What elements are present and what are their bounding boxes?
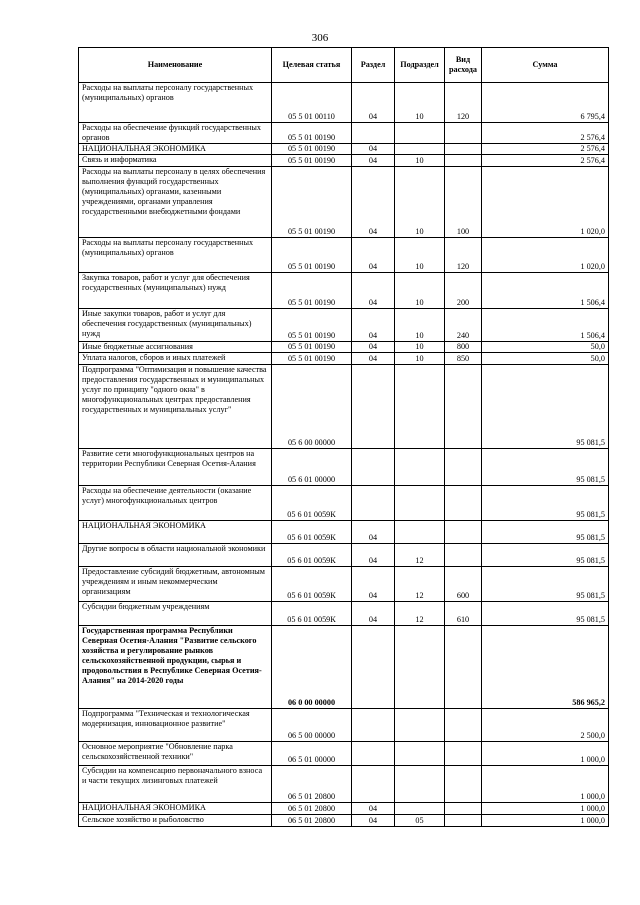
row-sum-cell: 2 500,0 xyxy=(482,709,609,742)
row-name-cell: Подпрограмма "Техническая и технологическая модернизация, инновационное развитие" xyxy=(79,709,272,742)
row-sum-cell: 50,0 xyxy=(482,353,609,365)
row-target-article-cell: 06 5 01 20800 xyxy=(272,815,352,827)
row-subsection-cell: 12 xyxy=(395,544,445,567)
row-subsection-cell xyxy=(395,709,445,742)
row-subsection-cell xyxy=(395,766,445,803)
table-row xyxy=(79,144,609,155)
row-name-cell: Подпрограмма "Оптимизация и повышение качества предоставления государственных и муниципальных услуг по принципу "одного окна" в многофункциональных центрах предоставления государственных и муниципальных услуг" xyxy=(79,365,272,449)
row-expense-type-cell: 800 xyxy=(445,342,482,353)
row-section-cell: 04 xyxy=(352,167,395,238)
row-subsection-cell xyxy=(395,486,445,521)
row-section-cell xyxy=(352,123,395,144)
budget-table xyxy=(78,47,609,827)
row-target-article-cell: 05 5 01 00190 xyxy=(272,123,352,144)
row-section-cell: 04 xyxy=(352,602,395,626)
row-subsection-cell xyxy=(395,144,445,155)
row-sum-cell: 1 000,0 xyxy=(482,815,609,827)
row-subsection-cell: 10 xyxy=(395,83,445,123)
row-expense-type-cell xyxy=(445,449,482,486)
row-target-article-cell: 05 5 01 00190 xyxy=(272,155,352,167)
row-sum-cell: 95 081,5 xyxy=(482,486,609,521)
row-subsection-cell: 10 xyxy=(395,353,445,365)
row-sum-cell: 1 506,4 xyxy=(482,309,609,342)
row-expense-type-cell xyxy=(445,766,482,803)
column-header-section: Раздел xyxy=(352,48,395,83)
row-sum-cell: 1 020,0 xyxy=(482,238,609,273)
row-target-article-cell: 06 0 00 00000 xyxy=(272,626,352,709)
row-section-cell: 04 xyxy=(352,83,395,123)
row-sum-cell: 586 965,2 xyxy=(482,626,609,709)
row-expense-type-cell xyxy=(445,123,482,144)
row-section-cell xyxy=(352,626,395,709)
row-target-article-cell: 05 5 01 00190 xyxy=(272,238,352,273)
row-target-article-cell: 05 6 01 0059К xyxy=(272,486,352,521)
row-sum-cell: 2 576,4 xyxy=(482,155,609,167)
table-row xyxy=(79,521,609,544)
row-expense-type-cell xyxy=(445,709,482,742)
row-target-article-cell: 05 5 01 00110 xyxy=(272,83,352,123)
row-name-cell: Другие вопросы в области национальной экономики xyxy=(79,544,272,567)
row-sum-cell: 1 020,0 xyxy=(482,167,609,238)
row-subsection-cell: 10 xyxy=(395,238,445,273)
row-sum-cell: 1 000,0 xyxy=(482,766,609,803)
row-target-article-cell: 05 5 01 00190 xyxy=(272,144,352,155)
row-section-cell: 04 xyxy=(352,273,395,309)
row-subsection-cell xyxy=(395,742,445,766)
table-row xyxy=(79,238,609,273)
row-section-cell xyxy=(352,742,395,766)
table-row xyxy=(79,815,609,827)
row-section-cell: 04 xyxy=(352,567,395,602)
row-sum-cell: 95 081,5 xyxy=(482,567,609,602)
row-expense-type-cell xyxy=(445,626,482,709)
row-section-cell: 04 xyxy=(352,544,395,567)
row-expense-type-cell: 200 xyxy=(445,273,482,309)
row-expense-type-cell: 600 xyxy=(445,567,482,602)
row-subsection-cell xyxy=(395,521,445,544)
row-section-cell: 04 xyxy=(352,238,395,273)
row-name-cell: Расходы на обеспечение деятельности (оказание услуг) многофункциональных центров xyxy=(79,486,272,521)
row-target-article-cell: 05 6 01 0059К xyxy=(272,602,352,626)
row-name-cell: Расходы на выплаты персоналу государственных (муниципальных) органов xyxy=(79,238,272,273)
table-row xyxy=(79,766,609,803)
row-subsection-cell xyxy=(395,123,445,144)
table-row xyxy=(79,123,609,144)
row-expense-type-cell xyxy=(445,521,482,544)
row-sum-cell: 95 081,5 xyxy=(482,544,609,567)
page-number: 306 xyxy=(311,32,329,44)
row-sum-cell: 6 795,4 xyxy=(482,83,609,123)
row-name-cell: Сельское хозяйство и рыболовство xyxy=(79,815,272,827)
row-target-article-cell: 05 5 01 00190 xyxy=(272,273,352,309)
row-section-cell: 04 xyxy=(352,309,395,342)
row-name-cell: НАЦИОНАЛЬНАЯ ЭКОНОМИКА xyxy=(79,803,272,815)
row-sum-cell: 1 000,0 xyxy=(482,803,609,815)
row-sum-cell: 1 000,0 xyxy=(482,742,609,766)
table-row xyxy=(79,602,609,626)
column-header-subsection: Подраздел xyxy=(395,48,445,83)
header-row xyxy=(79,48,609,83)
row-section-cell xyxy=(352,449,395,486)
row-section-cell xyxy=(352,486,395,521)
row-target-article-cell: 05 6 01 0059К xyxy=(272,567,352,602)
table-row xyxy=(79,309,609,342)
row-expense-type-cell: 240 xyxy=(445,309,482,342)
row-name-cell: Иные закупки товаров, работ и услуг для обеспечения государственных (муниципальных) нужд xyxy=(79,309,272,342)
table-row xyxy=(79,544,609,567)
row-subsection-cell: 10 xyxy=(395,342,445,353)
row-name-cell: Закупка товаров, работ и услуг для обеспечения государственных (муниципальных) нужд xyxy=(79,273,272,309)
row-expense-type-cell xyxy=(445,742,482,766)
row-subsection-cell: 10 xyxy=(395,273,445,309)
row-name-cell: Субсидии на компенсацию первоначального взноса и части текущих лизинговых платежей xyxy=(79,766,272,803)
row-section-cell: 04 xyxy=(352,342,395,353)
row-target-article-cell: 06 5 01 20800 xyxy=(272,803,352,815)
row-sum-cell: 2 576,4 xyxy=(482,123,609,144)
row-target-article-cell: 05 5 01 00190 xyxy=(272,167,352,238)
table-row xyxy=(79,449,609,486)
row-section-cell: 04 xyxy=(352,521,395,544)
row-sum-cell: 95 081,5 xyxy=(482,365,609,449)
row-expense-type-cell xyxy=(445,365,482,449)
table-row xyxy=(79,567,609,602)
row-section-cell xyxy=(352,709,395,742)
row-sum-cell: 95 081,5 xyxy=(482,521,609,544)
row-subsection-cell: 10 xyxy=(395,309,445,342)
table-row xyxy=(79,803,609,815)
table-row xyxy=(79,167,609,238)
row-sum-cell: 95 081,5 xyxy=(482,602,609,626)
row-expense-type-cell: 850 xyxy=(445,353,482,365)
row-expense-type-cell xyxy=(445,815,482,827)
column-header-name: Наименование xyxy=(79,48,272,83)
row-name-cell: Развитие сети многофункциональных центров на территории Республики Северная Осетия-Алания xyxy=(79,449,272,486)
row-section-cell: 04 xyxy=(352,803,395,815)
row-name-cell: НАЦИОНАЛЬНАЯ ЭКОНОМИКА xyxy=(79,144,272,155)
row-subsection-cell: 12 xyxy=(395,602,445,626)
row-sum-cell: 1 506,4 xyxy=(482,273,609,309)
row-name-cell: Расходы на выплаты персоналу государственных (муниципальных) органов xyxy=(79,83,272,123)
row-subsection-cell: 05 xyxy=(395,815,445,827)
row-section-cell: 04 xyxy=(352,155,395,167)
column-header-expense-type: Вид расхода xyxy=(445,48,482,83)
row-expense-type-cell: 610 xyxy=(445,602,482,626)
row-target-article-cell: 05 6 01 0059К xyxy=(272,521,352,544)
row-expense-type-cell: 120 xyxy=(445,83,482,123)
row-subsection-cell: 10 xyxy=(395,167,445,238)
table-row xyxy=(79,486,609,521)
row-expense-type-cell xyxy=(445,144,482,155)
row-target-article-cell: 05 5 01 00190 xyxy=(272,353,352,365)
row-target-article-cell: 06 5 01 20800 xyxy=(272,766,352,803)
row-expense-type-cell: 120 xyxy=(445,238,482,273)
row-target-article-cell: 05 6 01 00000 xyxy=(272,449,352,486)
row-expense-type-cell xyxy=(445,803,482,815)
row-subsection-cell xyxy=(395,803,445,815)
table-body xyxy=(79,83,609,827)
row-name-cell: НАЦИОНАЛЬНАЯ ЭКОНОМИКА xyxy=(79,521,272,544)
table-row xyxy=(79,83,609,123)
row-subsection-cell: 12 xyxy=(395,567,445,602)
row-section-cell xyxy=(352,365,395,449)
row-name-cell: Субсидии бюджетным учреждениям xyxy=(79,602,272,626)
table-header xyxy=(79,48,609,83)
row-section-cell xyxy=(352,766,395,803)
row-expense-type-cell xyxy=(445,155,482,167)
row-subsection-cell xyxy=(395,626,445,709)
row-target-article-cell: 05 5 01 00190 xyxy=(272,309,352,342)
row-section-cell: 04 xyxy=(352,144,395,155)
table-row xyxy=(79,365,609,449)
row-sum-cell: 95 081,5 xyxy=(482,449,609,486)
row-sum-cell: 2 576,4 xyxy=(482,144,609,155)
row-target-article-cell: 05 6 00 00000 xyxy=(272,365,352,449)
table-row xyxy=(79,353,609,365)
row-target-article-cell: 05 5 01 00190 xyxy=(272,342,352,353)
row-name-cell: Расходы на обеспечение функций государственных органов xyxy=(79,123,272,144)
table-row xyxy=(79,742,609,766)
row-subsection-cell: 10 xyxy=(395,155,445,167)
row-target-article-cell: 06 5 01 00000 xyxy=(272,742,352,766)
row-subsection-cell xyxy=(395,449,445,486)
row-section-cell: 04 xyxy=(352,353,395,365)
row-sum-cell: 50,0 xyxy=(482,342,609,353)
row-name-cell: Расходы на выплаты персоналу в целях обеспечения выполнения функций государственных (муниципальных) органами, казенными учреждениями, органами управления государственными внебюджетными фондами xyxy=(79,167,272,238)
row-name-cell: Основное мероприятие "Обновление парка сельскохозяйственной техники" xyxy=(79,742,272,766)
column-header-target-article: Целевая статья xyxy=(272,48,352,83)
column-header-sum: Сумма xyxy=(482,48,609,83)
row-subsection-cell xyxy=(395,365,445,449)
row-target-article-cell: 05 6 01 0059К xyxy=(272,544,352,567)
row-name-cell: Уплата налогов, сборов и иных платежей xyxy=(79,353,272,365)
row-expense-type-cell xyxy=(445,486,482,521)
row-target-article-cell: 06 5 00 00000 xyxy=(272,709,352,742)
table-row xyxy=(79,626,609,709)
table-row xyxy=(79,155,609,167)
row-name-cell: Государственная программа Республики Северная Осетия-Алания "Развитие сельского хозяйства и регулирование рынков сельскохозяйственной продукции, сырья и продовольствия в Республике Северная Осетия-Алания" на 2014-2020 годы xyxy=(79,626,272,709)
row-name-cell: Связь и информатика xyxy=(79,155,272,167)
table-row xyxy=(79,342,609,353)
row-expense-type-cell: 100 xyxy=(445,167,482,238)
row-name-cell: Иные бюджетные ассигнования xyxy=(79,342,272,353)
row-section-cell: 04 xyxy=(352,815,395,827)
table-row xyxy=(79,273,609,309)
row-expense-type-cell xyxy=(445,544,482,567)
row-name-cell: Предоставление субсидий бюджетным, автономным учреждениям и иным некоммерческим организациям xyxy=(79,567,272,602)
table-row xyxy=(79,709,609,742)
